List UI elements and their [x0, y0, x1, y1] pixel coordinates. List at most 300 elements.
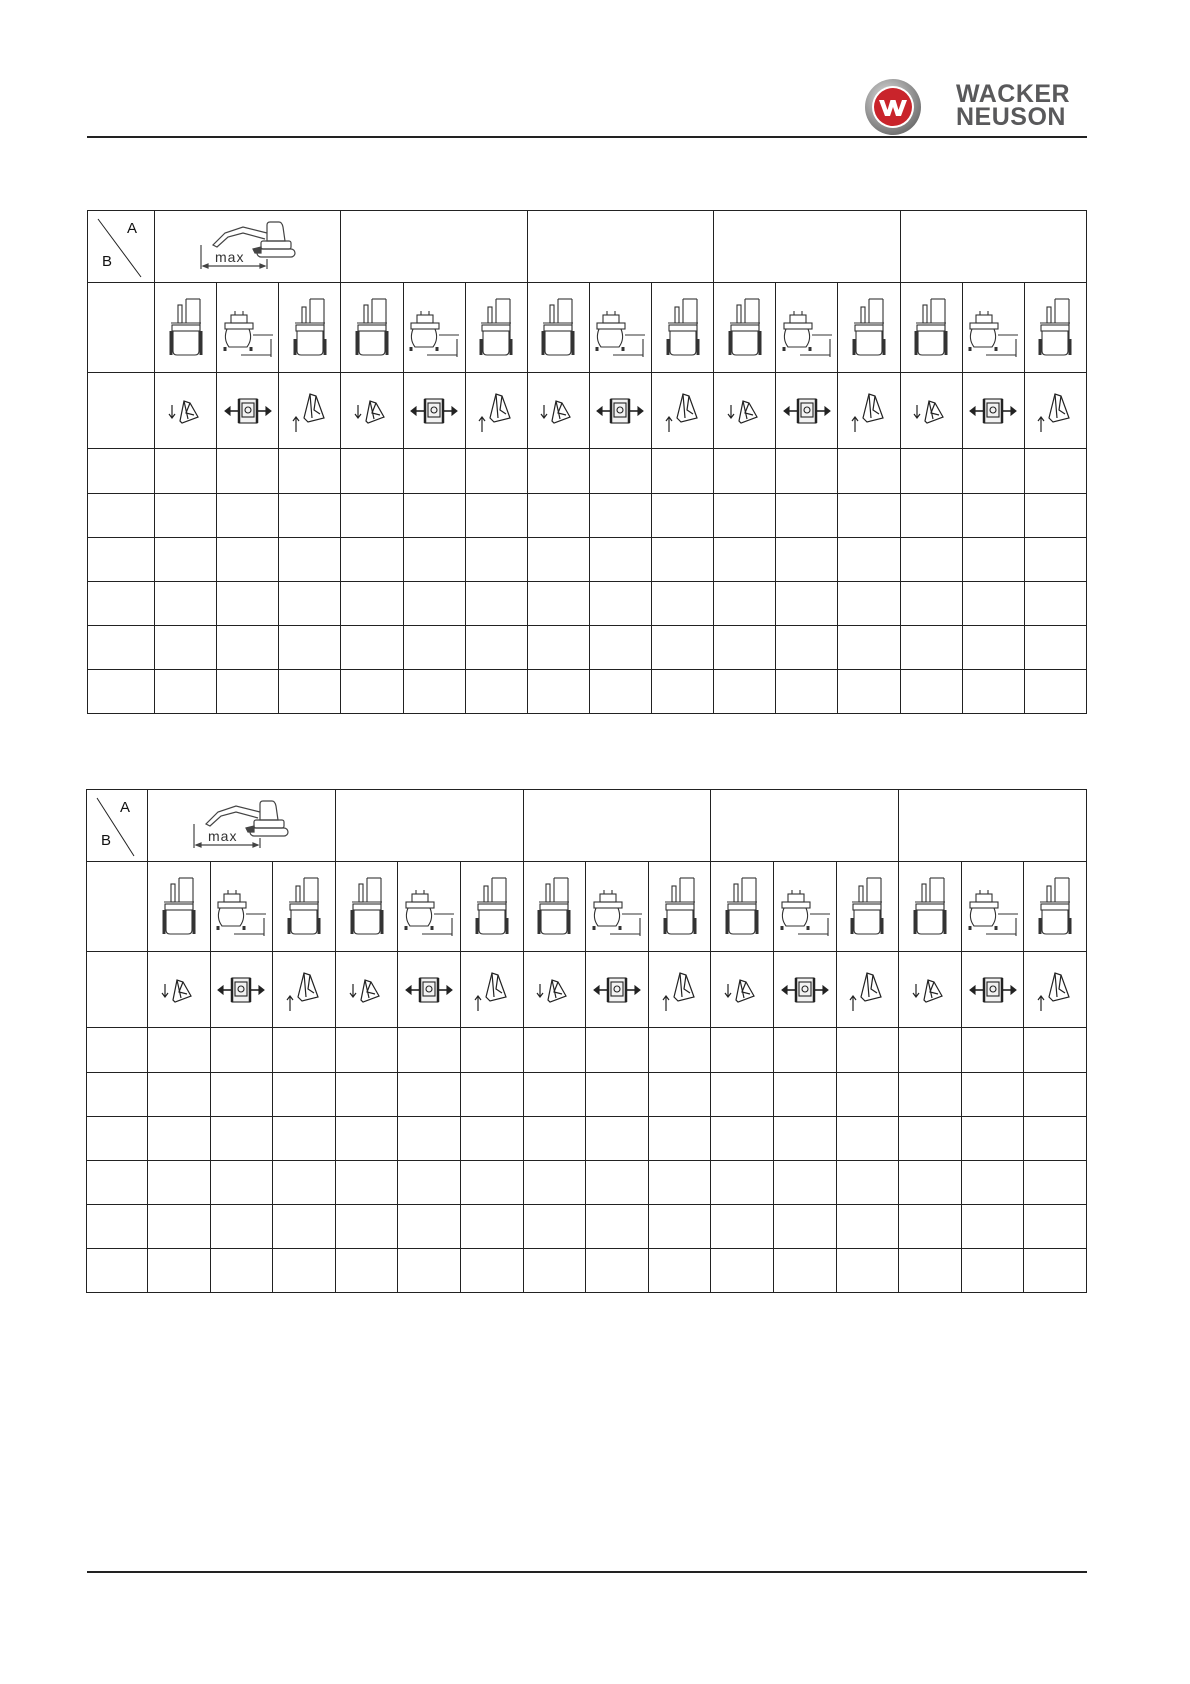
value-cell — [838, 449, 900, 493]
empty-cell — [88, 283, 155, 373]
brand-line-2: NEUSON — [956, 103, 1066, 131]
view-icon-cell — [838, 283, 900, 373]
view-icon-cell — [586, 862, 649, 952]
direction-icon-cell — [465, 373, 527, 449]
max-reach-label: max — [215, 249, 245, 265]
value-cell — [586, 1072, 649, 1116]
blade-down-icon — [725, 391, 765, 431]
blade-down-icon — [352, 391, 392, 431]
value-cell — [838, 493, 900, 537]
side-view-lateral-icon — [780, 295, 834, 361]
value-cell — [962, 669, 1024, 713]
direction-icon-cell — [148, 952, 211, 1028]
value-cell — [341, 493, 403, 537]
value-cell — [148, 1248, 211, 1292]
value-cell — [341, 449, 403, 493]
value-cell — [279, 625, 341, 669]
view-icon-cell — [341, 283, 403, 373]
view-icon-cell — [460, 862, 523, 952]
value-cell — [527, 449, 589, 493]
value-cell — [465, 669, 527, 713]
axis-label-a: A — [120, 799, 131, 816]
row-label-cell — [87, 1116, 148, 1160]
value-cell — [589, 625, 651, 669]
direction-icon-cell — [1024, 373, 1086, 449]
view-icon-cell — [900, 283, 962, 373]
value-cell — [589, 493, 651, 537]
value-cell — [210, 1248, 273, 1292]
brand-line-1: WACKER — [956, 80, 1071, 108]
value-cell — [335, 1248, 398, 1292]
value-cell — [1024, 1116, 1087, 1160]
value-cell — [899, 1072, 962, 1116]
value-cell — [398, 1204, 461, 1248]
column-group-header — [148, 790, 336, 862]
value-cell — [648, 1072, 711, 1116]
value-cell — [398, 1028, 461, 1072]
value-cell — [900, 581, 962, 625]
value-cell — [1024, 581, 1086, 625]
value-cell — [341, 581, 403, 625]
value-cell — [217, 625, 279, 669]
front-view-outriggers-icon — [911, 295, 951, 361]
direction-icon-cell — [155, 373, 217, 449]
value-cell — [210, 1028, 273, 1072]
front-view-dozer-icon — [1035, 295, 1075, 361]
value-cell — [465, 493, 527, 537]
view-icon-cell — [217, 283, 279, 373]
value-cell — [652, 493, 714, 537]
value-cell — [652, 625, 714, 669]
value-cell — [714, 669, 776, 713]
load-chart-table-1 — [87, 210, 1087, 714]
value-cell — [398, 1160, 461, 1204]
value-cell — [648, 1160, 711, 1204]
value-cell — [1024, 1248, 1087, 1292]
value-cell — [460, 1204, 523, 1248]
row-label-cell — [88, 449, 155, 493]
value-cell — [155, 537, 217, 581]
value-cell — [398, 1116, 461, 1160]
value-cell — [210, 1204, 273, 1248]
value-cell — [961, 1028, 1024, 1072]
value-cell — [217, 493, 279, 537]
column-group-header — [711, 790, 899, 862]
value-cell — [648, 1116, 711, 1160]
side-view-lateral-icon — [221, 295, 275, 361]
value-cell — [460, 1248, 523, 1292]
value-cell — [648, 1204, 711, 1248]
view-icon-cell — [403, 283, 465, 373]
front-view-dozer-icon — [660, 874, 700, 940]
value-cell — [773, 1028, 836, 1072]
front-view-outriggers-icon — [910, 874, 950, 940]
value-cell — [962, 493, 1024, 537]
direction-icon-cell — [773, 952, 836, 1028]
group-header-row — [87, 790, 1087, 862]
value-cell — [589, 669, 651, 713]
value-cell — [279, 581, 341, 625]
direction-icon-cell — [398, 952, 461, 1028]
side-view-lateral-icon — [593, 295, 647, 361]
value-cell — [155, 493, 217, 537]
direction-icon-cell — [460, 952, 523, 1028]
value-cell — [836, 1160, 899, 1204]
axis-label-a: A — [127, 220, 138, 237]
blade-up-icon — [290, 388, 330, 434]
view-icon-cell — [465, 283, 527, 373]
blade-down-icon — [722, 970, 762, 1010]
front-view-outriggers-icon — [722, 874, 762, 940]
value-cell — [217, 581, 279, 625]
value-cell — [523, 1248, 586, 1292]
value-cell — [836, 1072, 899, 1116]
value-cell — [711, 1204, 774, 1248]
value-cell — [586, 1204, 649, 1248]
direction-icon-cell — [217, 373, 279, 449]
value-cell — [279, 537, 341, 581]
value-cell — [652, 669, 714, 713]
view-icon-cell — [279, 283, 341, 373]
table-row — [87, 1160, 1087, 1204]
value-cell — [148, 1204, 211, 1248]
value-cell — [776, 537, 838, 581]
lateral-arrows-icon — [404, 970, 454, 1010]
blade-down-icon — [159, 970, 199, 1010]
excavator-max-reach-icon — [195, 219, 305, 275]
table-row — [88, 449, 1087, 493]
value-cell — [776, 581, 838, 625]
table-row — [88, 669, 1087, 713]
front-view-dozer-icon — [290, 295, 330, 361]
direction-icon-cell — [341, 373, 403, 449]
value-cell — [899, 1116, 962, 1160]
front-view-dozer-icon — [663, 295, 703, 361]
value-cell — [341, 669, 403, 713]
lateral-arrows-icon — [223, 391, 273, 431]
value-cell — [527, 581, 589, 625]
direction-icon-cell — [838, 373, 900, 449]
value-cell — [217, 537, 279, 581]
blade-down-icon — [911, 391, 951, 431]
axis-corner-cell — [88, 211, 155, 283]
value-cell — [773, 1072, 836, 1116]
value-cell — [273, 1248, 336, 1292]
value-cell — [711, 1160, 774, 1204]
value-cell — [403, 625, 465, 669]
value-cell — [899, 1204, 962, 1248]
value-cell — [836, 1204, 899, 1248]
direction-icon-cell — [776, 373, 838, 449]
view-icon-cell — [589, 283, 651, 373]
column-group-header — [714, 211, 900, 283]
value-cell — [900, 493, 962, 537]
side-view-lateral-icon — [966, 874, 1020, 940]
blade-up-icon — [472, 967, 512, 1013]
value-cell — [586, 1160, 649, 1204]
direction-icon-row — [88, 373, 1087, 449]
value-cell — [279, 493, 341, 537]
value-cell — [714, 537, 776, 581]
lateral-arrows-icon — [216, 970, 266, 1010]
value-cell — [460, 1160, 523, 1204]
direction-icon-cell — [652, 373, 714, 449]
value-cell — [586, 1028, 649, 1072]
column-group-header — [523, 790, 711, 862]
value-cell — [210, 1072, 273, 1116]
view-icon-cell — [836, 862, 899, 952]
lateral-arrows-icon — [592, 970, 642, 1010]
axis-label-b: B — [102, 253, 113, 270]
value-cell — [586, 1116, 649, 1160]
direction-icon-cell — [273, 952, 336, 1028]
view-icon-cell — [273, 862, 336, 952]
value-cell — [652, 581, 714, 625]
lateral-arrows-icon — [782, 391, 832, 431]
view-icon-cell — [711, 862, 774, 952]
value-cell — [1024, 493, 1086, 537]
value-cell — [527, 625, 589, 669]
row-label-cell — [87, 1028, 148, 1072]
front-view-outriggers-icon — [347, 874, 387, 940]
column-group-header — [155, 211, 341, 283]
value-cell — [523, 1204, 586, 1248]
front-view-dozer-icon — [476, 295, 516, 361]
table-row — [87, 1072, 1087, 1116]
value-cell — [523, 1116, 586, 1160]
view-icon-cell — [961, 862, 1024, 952]
view-icon-cell — [1024, 283, 1086, 373]
front-view-dozer-icon — [472, 874, 512, 940]
value-cell — [210, 1116, 273, 1160]
front-view-outriggers-icon — [538, 295, 578, 361]
value-cell — [589, 581, 651, 625]
value-cell — [155, 449, 217, 493]
value-cell — [148, 1116, 211, 1160]
front-view-dozer-icon — [284, 874, 324, 940]
view-icon-cell — [335, 862, 398, 952]
value-cell — [335, 1072, 398, 1116]
row-label-cell — [87, 1248, 148, 1292]
lateral-arrows-icon — [409, 391, 459, 431]
value-cell — [711, 1072, 774, 1116]
value-cell — [838, 537, 900, 581]
table-row — [87, 1116, 1087, 1160]
value-cell — [838, 625, 900, 669]
view-icon-cell — [523, 862, 586, 952]
view-icon-cell — [155, 283, 217, 373]
front-view-dozer-icon — [1035, 874, 1075, 940]
empty-cell — [87, 862, 148, 952]
view-icon-cell — [527, 283, 589, 373]
direction-icon-cell — [589, 373, 651, 449]
value-cell — [589, 449, 651, 493]
table-row — [88, 537, 1087, 581]
row-label-cell — [87, 1204, 148, 1248]
value-cell — [335, 1116, 398, 1160]
value-cell — [155, 625, 217, 669]
value-cell — [652, 537, 714, 581]
value-cell — [652, 449, 714, 493]
brand-logo — [864, 78, 1088, 136]
value-cell — [836, 1028, 899, 1072]
value-cell — [900, 625, 962, 669]
table-row — [87, 1248, 1087, 1292]
blade-down-icon — [538, 391, 578, 431]
value-cell — [900, 449, 962, 493]
row-label-cell — [87, 1072, 148, 1116]
direction-icon-cell — [210, 952, 273, 1028]
value-cell — [961, 1160, 1024, 1204]
value-cell — [773, 1116, 836, 1160]
value-cell — [279, 669, 341, 713]
row-label-cell — [88, 537, 155, 581]
blade-up-icon — [660, 967, 700, 1013]
value-cell — [465, 625, 527, 669]
footer-rule — [87, 1571, 1087, 1573]
value-cell — [273, 1204, 336, 1248]
lateral-arrows-icon — [595, 391, 645, 431]
value-cell — [776, 625, 838, 669]
value-cell — [335, 1028, 398, 1072]
value-cell — [1024, 1072, 1087, 1116]
direction-icon-cell — [523, 952, 586, 1028]
value-cell — [341, 625, 403, 669]
direction-icon-cell — [714, 373, 776, 449]
row-label-cell — [88, 493, 155, 537]
blade-down-icon — [166, 391, 206, 431]
lateral-arrows-icon — [968, 391, 1018, 431]
value-cell — [335, 1204, 398, 1248]
brand-name — [956, 80, 1071, 131]
value-cell — [1024, 669, 1086, 713]
value-cell — [1024, 449, 1086, 493]
value-cell — [648, 1248, 711, 1292]
direction-icon-cell — [648, 952, 711, 1028]
view-icon-cell — [210, 862, 273, 952]
side-view-lateral-icon — [402, 874, 456, 940]
value-cell — [148, 1028, 211, 1072]
value-cell — [210, 1160, 273, 1204]
blade-up-icon — [1035, 388, 1075, 434]
value-cell — [899, 1028, 962, 1072]
table-row — [88, 581, 1087, 625]
value-cell — [403, 581, 465, 625]
column-group-header — [335, 790, 523, 862]
direction-icon-cell — [527, 373, 589, 449]
table-row — [88, 493, 1087, 537]
table-row — [88, 625, 1087, 669]
value-cell — [403, 669, 465, 713]
value-cell — [776, 493, 838, 537]
value-cell — [773, 1204, 836, 1248]
empty-cell — [88, 373, 155, 449]
value-cell — [273, 1072, 336, 1116]
side-view-lateral-icon — [407, 295, 461, 361]
view-icon-cell — [398, 862, 461, 952]
value-cell — [527, 537, 589, 581]
value-cell — [776, 669, 838, 713]
view-icon-cell — [648, 862, 711, 952]
blade-up-icon — [847, 967, 887, 1013]
front-view-outriggers-icon — [159, 874, 199, 940]
value-cell — [527, 669, 589, 713]
front-view-outriggers-icon — [352, 295, 392, 361]
value-cell — [273, 1160, 336, 1204]
value-cell — [899, 1160, 962, 1204]
value-cell — [900, 669, 962, 713]
axis-corner-cell — [87, 790, 148, 862]
value-cell — [1024, 625, 1086, 669]
lateral-arrows-icon — [780, 970, 830, 1010]
direction-icon-cell — [961, 952, 1024, 1028]
blade-up-icon — [1035, 967, 1075, 1013]
view-icon-cell — [962, 283, 1024, 373]
view-icon-cell — [899, 862, 962, 952]
value-cell — [773, 1160, 836, 1204]
view-icon-row — [87, 862, 1087, 952]
value-cell — [648, 1028, 711, 1072]
side-view-lateral-icon — [590, 874, 644, 940]
value-cell — [465, 537, 527, 581]
axis-label-b: B — [101, 832, 112, 849]
direction-icon-cell — [403, 373, 465, 449]
max-reach-label: max — [208, 828, 238, 844]
column-group-header — [341, 211, 527, 283]
group-header-row — [88, 211, 1087, 283]
value-cell — [589, 537, 651, 581]
blade-up-icon — [284, 967, 324, 1013]
direction-icon-cell — [279, 373, 341, 449]
front-view-outriggers-icon — [725, 295, 765, 361]
front-view-outriggers-icon — [166, 295, 206, 361]
row-label-cell — [88, 669, 155, 713]
value-cell — [335, 1160, 398, 1204]
direction-icon-cell — [335, 952, 398, 1028]
view-icon-cell — [148, 862, 211, 952]
view-icon-cell — [652, 283, 714, 373]
blade-down-icon — [347, 970, 387, 1010]
value-cell — [962, 581, 1024, 625]
blade-down-icon — [910, 970, 950, 1010]
front-view-dozer-icon — [847, 874, 887, 940]
value-cell — [1024, 537, 1086, 581]
value-cell — [961, 1248, 1024, 1292]
row-label-cell — [87, 1160, 148, 1204]
view-icon-cell — [773, 862, 836, 952]
value-cell — [403, 449, 465, 493]
header-rule — [87, 136, 1087, 138]
value-cell — [773, 1248, 836, 1292]
excavator-max-reach-icon — [188, 798, 298, 854]
blade-up-icon — [476, 388, 516, 434]
value-cell — [403, 537, 465, 581]
value-cell — [465, 449, 527, 493]
value-cell — [838, 669, 900, 713]
value-cell — [962, 537, 1024, 581]
value-cell — [523, 1160, 586, 1204]
direction-icon-cell — [962, 373, 1024, 449]
value-cell — [148, 1072, 211, 1116]
value-cell — [155, 581, 217, 625]
value-cell — [711, 1028, 774, 1072]
value-cell — [1024, 1204, 1087, 1248]
value-cell — [776, 449, 838, 493]
front-view-dozer-icon — [849, 295, 889, 361]
diagonal-divider — [87, 790, 148, 862]
value-cell — [398, 1072, 461, 1116]
value-cell — [836, 1248, 899, 1292]
